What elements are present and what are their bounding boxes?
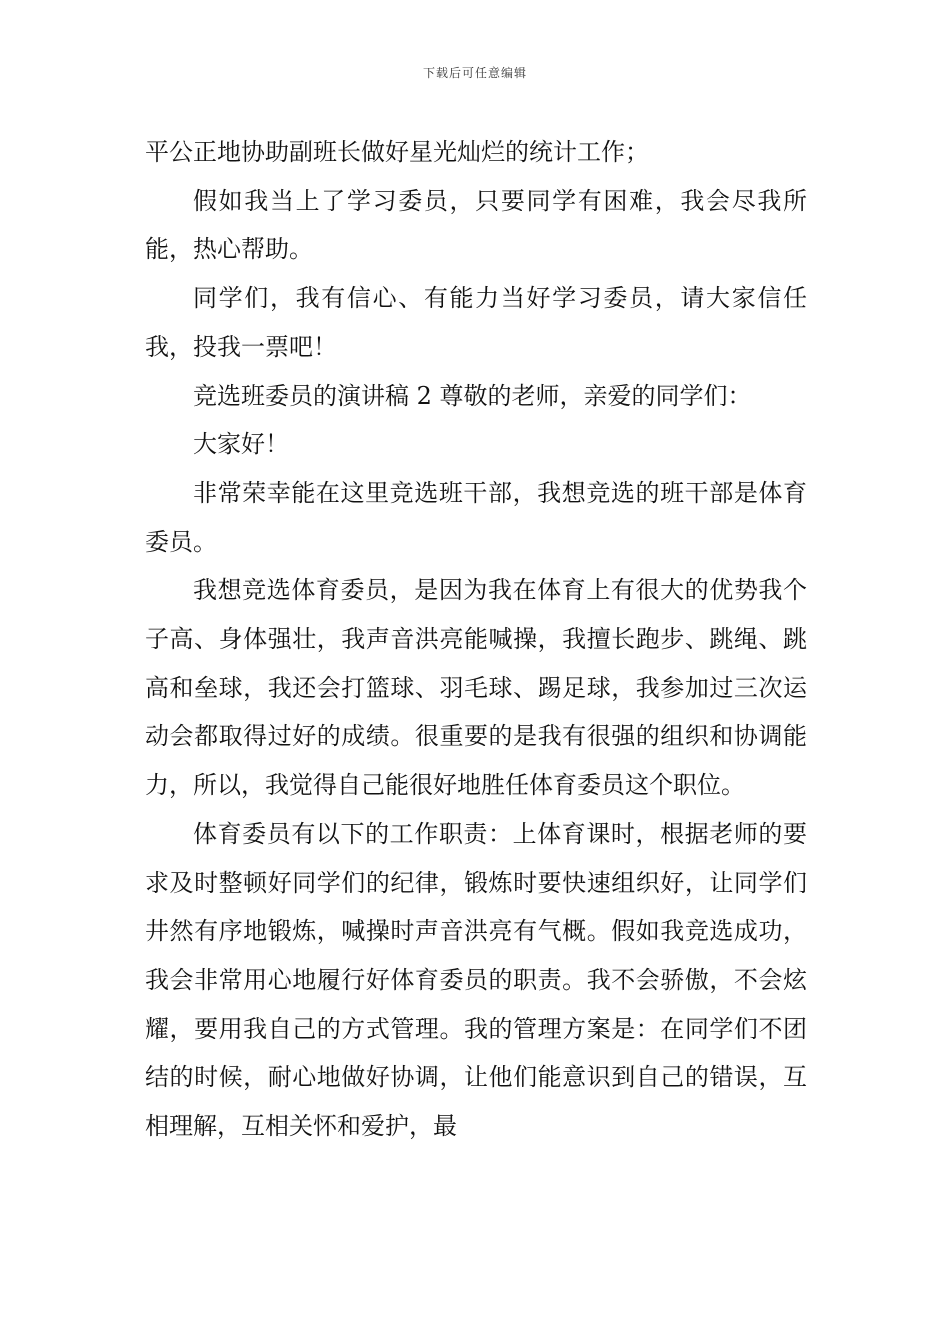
paragraph-7: 我想竞选体育委员，是因为我在体育上有很大的优势我个子高、身体强壮，我声音洪亮能喊操，我擅长跑步、跳绳、跳高和垒球，我还会打篮球、羽毛球、踢足球，我参加过三次运动会都取得过好的成绩。很重要的是我有很强的组织和协调能力，所以，我觉得自己能很好地胜任体育委员这个职位。 bbox=[145, 576, 807, 800]
paragraph-4: 竞选班委员的演讲稿 2 尊敬的老师，亲爱的同学们： bbox=[193, 381, 752, 410]
paragraph-5: 大家好！ bbox=[193, 430, 289, 459]
document-body bbox=[145, 128, 807, 1151]
page-header: 下载后可任意编辑 bbox=[422, 66, 527, 80]
paragraph-2: 假如我当上了学习委员，只要同学有困难，我会尽我所能，热心帮助。 bbox=[145, 186, 807, 264]
paragraph-1: 平公正地协助副班长做好星光灿烂的统计工作； bbox=[145, 138, 649, 166]
paragraph-6: 非常荣幸能在这里竞选班干部，我想竞选的班干部是体育委员。 bbox=[145, 478, 807, 556]
paragraph-3: 同学们，我有信心、有能力当好学习委员，请大家信任我，投我一票吧！ bbox=[145, 284, 807, 361]
paragraph-8: 体育委员有以下的工作职责：上体育课时，根据老师的要求及时整顿好同学们的纪律，锻炼时要快速组织好，让同学们井然有序地锻炼，喊操时声音洪亮有气概。假如我竞选成功，我会非常用心地履行好体育委员的职责。我不会骄傲，不会炫耀，要用我自己的方式管理。我的管理方案是：在同学们不团结的时候，耐心地做好协调，让他们能意识到自己的错误，互相理解，互相关怀和爱护，最 bbox=[145, 819, 807, 1141]
